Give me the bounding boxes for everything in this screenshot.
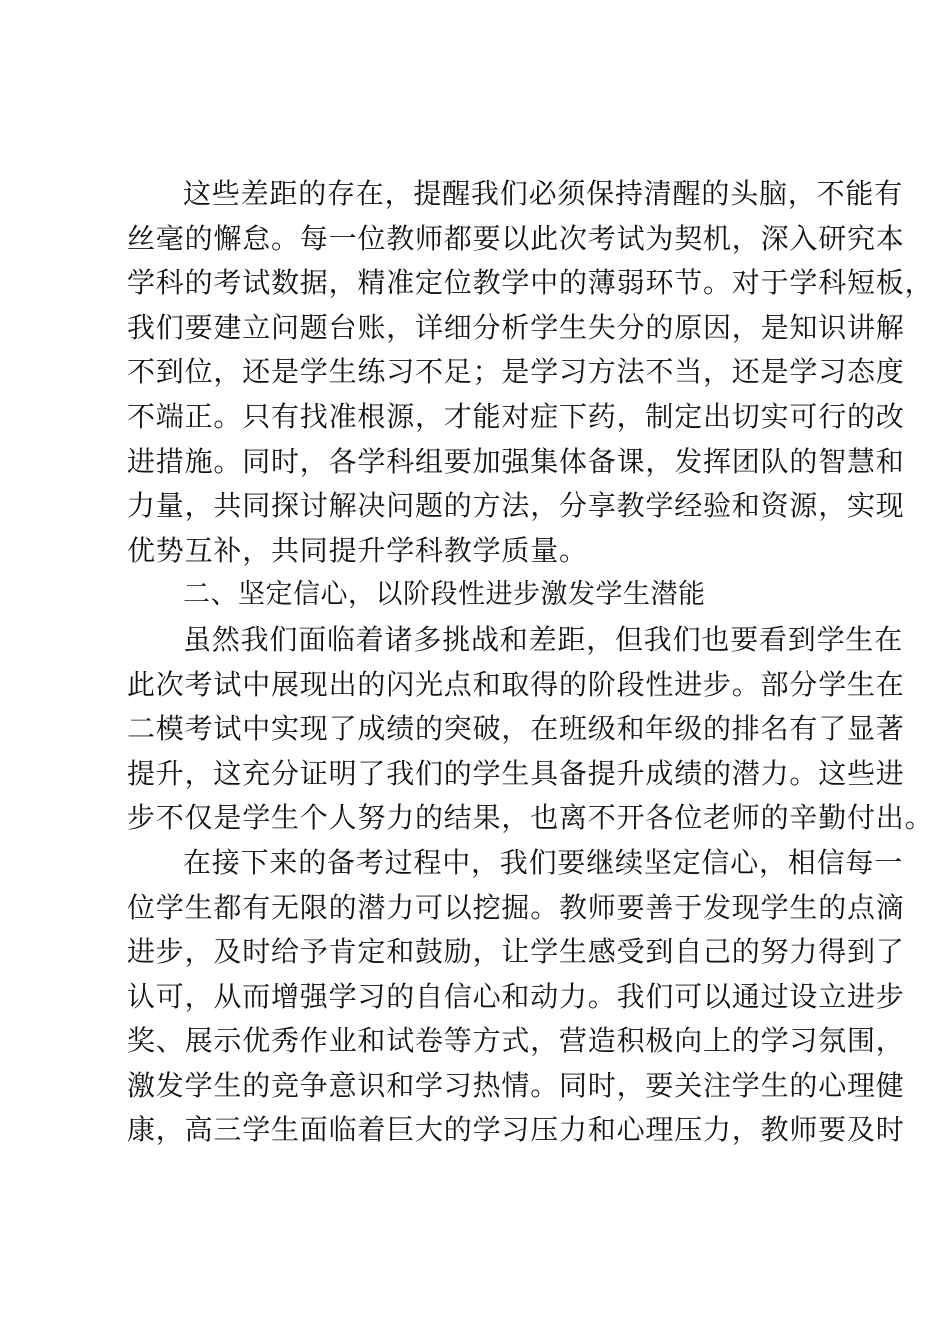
paragraph-line: 力量，共同探讨解决问题的方法，分享教学经验和资源，实现 [127,489,905,523]
paragraph-line: 进步，及时给予肯定和鼓励，让学生感受到自己的努力得到了 [127,935,905,969]
paragraph-line: 优势互补，共同提升学科教学质量。 [127,533,588,567]
paragraph-line: 我们要建立问题台账，详细分析学生失分的原因，是知识讲解 [127,310,905,344]
paragraph-line: 步不仅是学生个人努力的结果，也离不开各位老师的辛勤付出。 [127,801,934,835]
section-heading: 二、坚定信心，以阶段性进步激发学生潜能 [183,579,706,611]
paragraph-line: 激发学生的竞争意识和学习热情。同时，要关注学生的心理健 [127,1068,905,1102]
document-body [127,172,934,1153]
paragraph-line: 二模考试中实现了成绩的突破，在班级和年级的排名有了显著 [127,712,905,746]
paragraph-line: 进措施。同时，各学科组要加强集体备课，发挥团队的智慧和 [127,444,905,478]
paragraph-line: 康，高三学生面临着巨大的学习压力和心理压力，教师要及时 [127,1113,905,1147]
paragraph-line: 奖、展示优秀作业和试卷等方式，营造积极向上的学习氛围， [127,1024,905,1058]
paragraph-line: 位学生都有无限的潜力可以挖掘。教师要善于发现学生的点滴 [127,890,905,924]
paragraph-gap-reflection [127,172,934,573]
paragraph-line: 不到位，还是学生练习不足；是学习方法不当，还是学习态度 [127,355,905,389]
paragraph-line: 在接下来的备考过程中，我们要继续坚定信心，相信每一 [183,845,904,879]
paragraph-line: 提升，这充分证明了我们的学生具备提升成绩的潜力。这些进 [127,756,905,790]
paragraph-line: 虽然我们面临着诸多挑战和差距，但我们也要看到学生在 [183,622,904,656]
paragraph-line: 认可，从而增强学习的自信心和动力。我们可以通过设立进步 [127,979,905,1013]
paragraph-line: 丝毫的懈怠。每一位教师都要以此次考试为契机，深入研究本 [127,221,905,255]
paragraph-line: 此次考试中展现出的闪光点和取得的阶段性进步。部分学生在 [127,667,905,701]
paragraph-confidence [127,841,905,1153]
paragraph-line: 学科的考试数据，精准定位教学中的薄弱环节。对于学科短板， [127,266,934,300]
paragraph-line: 这些差距的存在，提醒我们必须保持清醒的头脑，不能有 [183,177,904,210]
paragraph-progress [127,618,934,841]
paragraph-line: 不端正。只有找准根源，才能对症下药，制定出切实可行的改 [127,399,905,433]
